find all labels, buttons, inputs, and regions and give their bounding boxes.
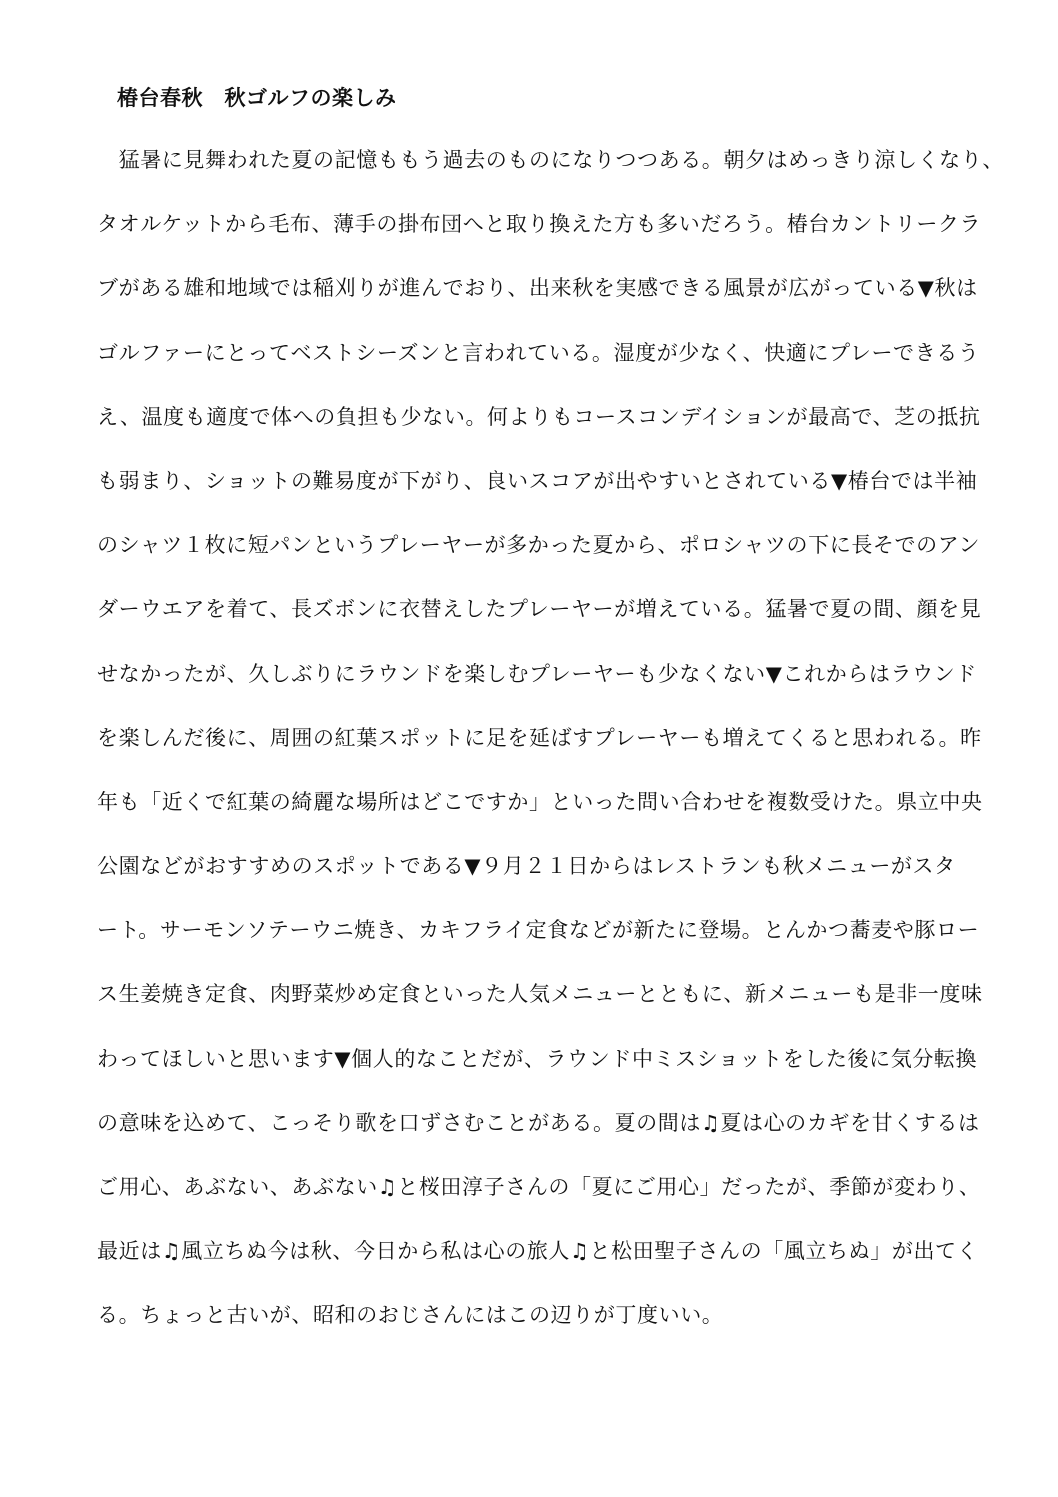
- text-line-3: ブがある雄和地域では稲刈りが進んでおり、出来秋を実感できる風景が広がっている▼秋は: [97, 276, 978, 301]
- text-line-5: え、温度も適度で体への負担も少ない。何よりもコースコンデイションが最高で、芝の抵抗: [97, 404, 981, 429]
- text-line-7: のシャツ１枚に短パンというプレーヤーが多かった夏から、ポロシャツの下に長そでのアン: [97, 533, 981, 558]
- text-line-9: せなかったが、久しぶりにラウンドを楽しむプレーヤーも少なくない▼これからはラウンド: [97, 661, 977, 686]
- text-line-11: 年も「近くで紅葉の綺麗な場所はどこですか」といった問い合わせを複数受けた。県立中央: [97, 789, 983, 814]
- text-line-4: ゴルファーにとってベストシーズンと言われている。湿度が少なく、快適にプレーできるう: [97, 340, 980, 365]
- text-line-8: ダーウエアを着て、長ズボンに衣替えしたプレーヤーが増えている。猛暑で夏の間、顔を見: [97, 597, 982, 622]
- text-line-16: の意味を込めて、こっそり歌を口ずさむことがある。夏の間は♫夏は心のカギを甘くするは: [97, 1110, 980, 1135]
- document-title: 椿台春秋 秋ゴルフの楽しみ: [117, 85, 397, 110]
- text-line-15: わってほしいと思います▼個人的なことだが、ラウンド中ミスショットをした後に気分転換: [97, 1046, 978, 1071]
- text-line-13: ート。サーモンソテーウニ焼き、カキフライ定食などが新たに登場。とんかつ蕎麦や豚ロー: [97, 918, 980, 943]
- text-line-19: る。ちょっと古いが、昭和のおじさんにはこの辺りが丁度いい。: [97, 1303, 724, 1328]
- text-line-17: ご用心、あぶない、あぶない♫と桜田淳子さんの「夏にご用心」だったが、季節が変わり、: [97, 1175, 981, 1199]
- text-line-14: ス生姜焼き定食、肉野菜炒め定食といった人気メニューとともに、新メニューも是非一度味: [97, 982, 983, 1007]
- text-line-10: を楽しんだ後に、周囲の紅葉スポットに足を延ばすプレーヤーも増えてくると思われる。昨: [97, 725, 982, 750]
- document-body: [97, 144, 1004, 1364]
- text-line-18: 最近は♫風立ちぬ今は秋、今日から私は心の旅人♫と松田聖子さんの「風立ちぬ」が出てく: [97, 1239, 979, 1264]
- text-line-2: タオルケットから毛布、薄手の掛布団へと取り換えた方も多いだろう。椿台カントリークラ: [97, 212, 982, 237]
- text-line-12: 公園などがおすすめのスポットである▼９月２１日からはレストランも秋メニューがスタ: [97, 854, 956, 879]
- text-line-6: も弱まり、ショットの難易度が下がり、良いスコアが出やすいとされている▼椿台では半袖: [97, 468, 978, 493]
- text-line-1: 猛暑に見舞われた夏の記憶ももう過去のものになりつつある。朝夕はめっきり涼しくなり、: [97, 148, 1004, 172]
